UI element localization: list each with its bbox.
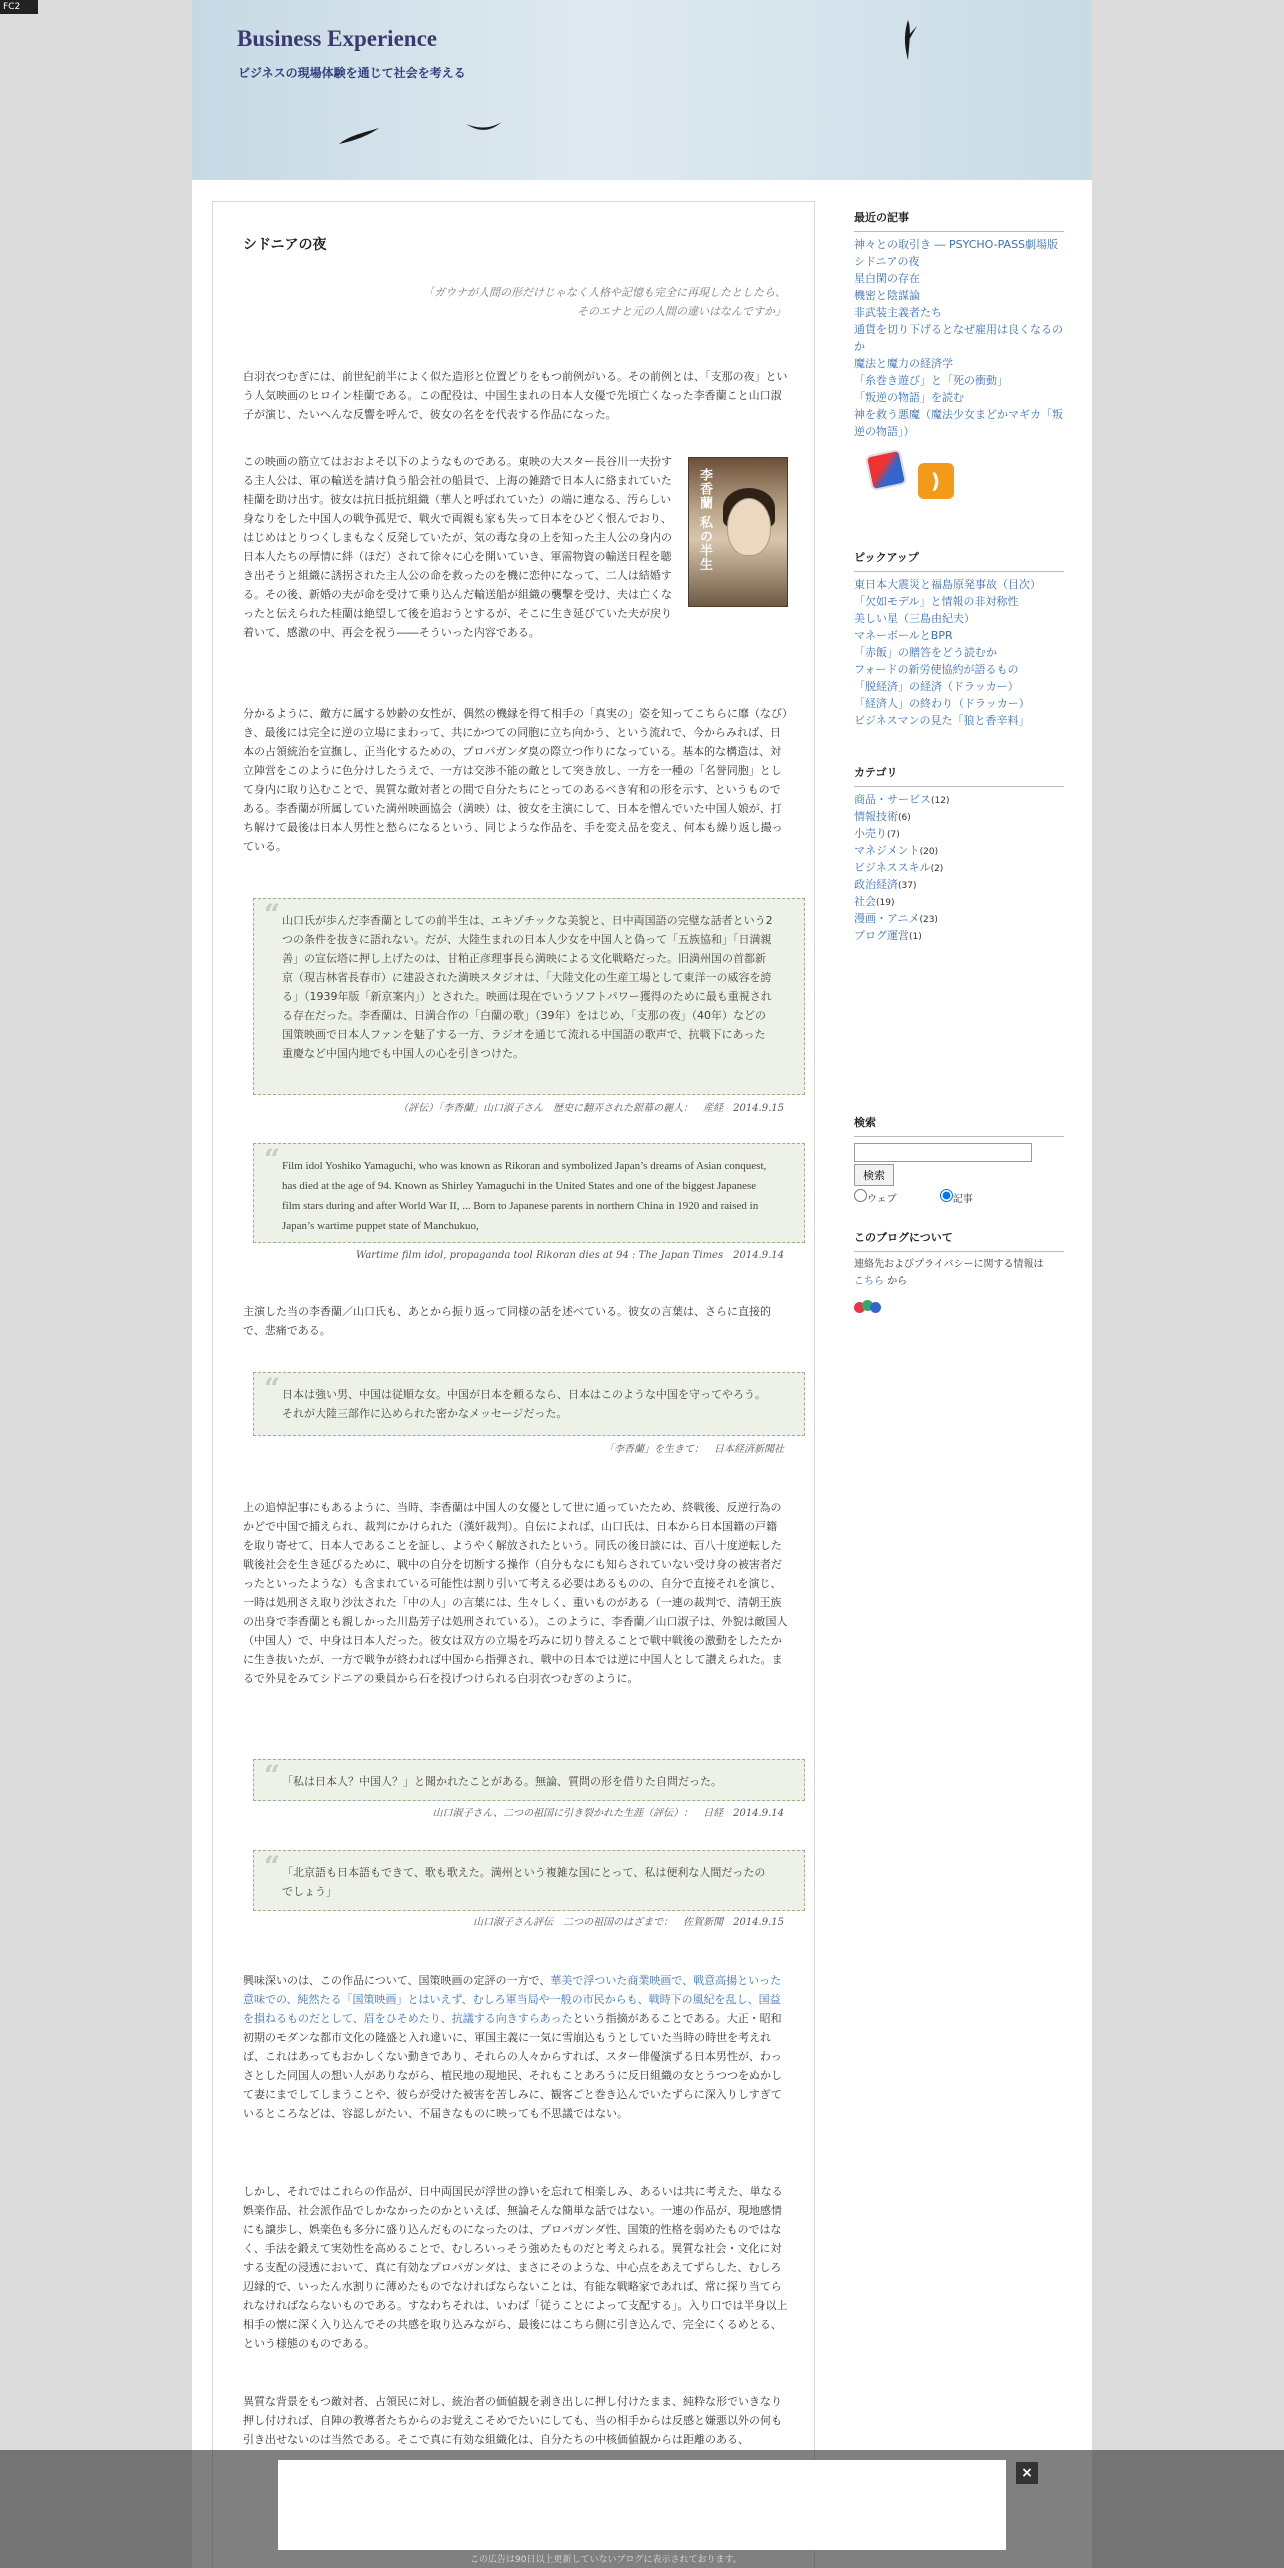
category-count: (7): [887, 830, 900, 840]
pickup-section: [854, 549, 1064, 729]
category-item: [854, 791, 1064, 808]
category-item: [854, 910, 1064, 927]
bird-icon: [337, 126, 381, 146]
category-section: [854, 764, 1064, 944]
recent-post-link[interactable]: 魔法と魔力の経済学: [854, 357, 953, 370]
site-title[interactable]: Business Experience: [237, 26, 437, 51]
paragraph-text: 興味深いのは、この作品について、国策映画の定評の一方で、: [243, 1974, 551, 1987]
bird-icon: [897, 18, 919, 62]
category-count: (1): [909, 932, 922, 942]
about-link[interactable]: こちら: [854, 1276, 884, 1287]
epigraph-line: そのエナと元の人間の違いはなんですか」: [577, 305, 786, 318]
quote-text: 山口氏が歩んだ李香蘭としての前半生は、エキゾチックな美貌と、日中両国語の完璧な話者という2つの条件を抜きに語れない。だが、大陸生まれの日本人少女を中国人と偽って「五族協和」「日満親善」の宣伝塔に押し上げたのは、甘粕正彦理事長ら満映による文化戦略だった。旧満州国の首都新京（現吉林省長春市）に建設された満映スタジオは、「大陸文化の生産工場として東洋一の威容を誇る」（1939年版「新京案内」）とされた。映画は現在でいうソフトパワー獲得のために最も重視される存在だった。李香蘭は、日満合作の「白蘭の歌」（39年）をはじめ、「支那の夜」（40年）などの国策映画で日本人ファンを魅了する一方、ラジオを通じて流れる中国語の歌声で、抗戦下にあった重慶など中国内地でも中国人の心を引きつけた。: [282, 914, 773, 1060]
quote-text: 「私は日本人？中国人？」と聞かれたことがある。無論、質問の形を借りた自問だった。: [282, 1775, 722, 1788]
paragraph: 上の追悼記事にもあるように、当時、李香蘭は中国人の女優として世に通っていたため、終戦後、反逆行為のかどで中国で捕えられ、裁判にかけられた（漢奸裁判）。自伝によれば、山口氏は、日本から日本国籍の戸籍を取り寄せて、日本人であることを証し、ようやく解放されたという。同氏の後日談には、百八十度逆転した戦後社会を生き延びるために、戦中の自分を切断する操作（自分もなにも知らされていない受け身の被害者だったといったような）も含まれている可能性は割り引いて考える必要はあるものの、自分で直接それを演じ、一時は処刑さえ取り沙汰された「中の人」の言葉には、生々しく、重いものがある（一連の裁判で、清朝王族の出身で李香蘭とも親しかった川島芳子は処刑されている）。このように、李香蘭／山口淑子は、外貌は敵国人（中国人）で、中身は日本人だった。彼女は双方の立場を巧みに切り替えることで戦中戦後の激動をしたたかに生き抜いたが、一方で戦争が終われば中国から指弾され、戦中の日本では逆に中国人として讃えられた。まるで外見をみてシドニアの乗員から石を投げつけられる白羽衣つむぎのように。: [243, 1501, 788, 1685]
category-link[interactable]: 社会: [854, 895, 876, 908]
section-title: このブログについて: [854, 1229, 1064, 1252]
quote-citation: Wartime film idol, propaganda tool Rikoran dies at 94 : The Japan Times 2014.9.14: [355, 1250, 784, 1261]
category-count: (19): [876, 898, 895, 908]
category-link[interactable]: マネジメント: [854, 844, 920, 857]
book-cover-image[interactable]: 李香蘭 私の半生: [688, 457, 788, 607]
rss-icon[interactable]: ): [918, 463, 954, 499]
quote-mark-icon: “: [264, 1143, 281, 1176]
paragraph: 異質な背景をもつ敵対者、占領民に対し、統治者の価値観を剥き出しに押し付けたまま、純粋な形でいきなり押し付ければ、自陣の教導者たちからのお覚えこそめでたいにしても、当の相手からは反感と嫌悪以外の何も引き出せないのは当然である。そこで真に有効な組織化は、自分たちの中核価値観からは距離のある、: [243, 2395, 782, 2446]
category-link[interactable]: ブログ運営: [854, 929, 909, 942]
radio-blog-label: 記事: [952, 1194, 973, 1205]
paragraph-text: という指摘があることである。大正・昭和初期のモダンな都市文化の隆盛と入れ違いに、軍国主義に一気に雪崩込もうとしていた当時の時世を考えれば、これはあってもおかしくない動きであり、それらの人々からすれば、スター俳優演ずる日本男性が、わっさとした同国人の想い人がありながら、植民地の現地民、それもことあろうに反日組織の女とうつつをぬかして妻にまでしてしまうことや、彼らが受けた被害を苦しみに、観客ごと巻き込んでいたずらに深入りしすぎているところなどは、容認しがたい、不届きなものに映っても不思議ではない。: [243, 2012, 782, 2120]
quote-citation: 山口淑子さん、二つの祖国に引き裂かれた生涯（評伝）： 日経 2014.9.14: [432, 1808, 784, 1819]
category-item: [854, 876, 1064, 893]
bird-icon: [464, 120, 504, 136]
site-header: [192, 0, 1092, 180]
badge-icon[interactable]: [854, 1300, 884, 1314]
category-item: [854, 808, 1064, 825]
blockquote: [253, 1850, 805, 1911]
blockquote: [253, 1759, 805, 1801]
category-count: (2): [930, 864, 944, 874]
fc2-badge[interactable]: FC2: [0, 0, 38, 14]
category-item: [854, 842, 1064, 859]
category-item: [854, 859, 1064, 876]
category-count: (20): [919, 847, 939, 857]
recent-post-link[interactable]: 星白閑の存在: [854, 272, 920, 285]
pickup-link[interactable]: 「欠如モデル」と情報の非対称性: [854, 595, 1019, 608]
pickup-link[interactable]: ビジネスマンの見た「狼と香辛料」: [854, 714, 1030, 727]
close-button[interactable]: ×: [1016, 2462, 1038, 2484]
pickup-link[interactable]: 「経済人」の終わり（ドラッカー）: [854, 697, 1030, 710]
quote-text: 「北京語も日本語もできて、歌も歌えた。満州という複雑な国にとって、私は便利な人間だったのでしょう」: [282, 1866, 766, 1898]
recent-post-link[interactable]: 機密と陰謀論: [854, 289, 920, 302]
pickup-link[interactable]: 「赤飯」の贈答をどう読むか: [854, 646, 997, 659]
pickup-link[interactable]: 東日本大震災と福島原発事故（目次）: [854, 578, 1041, 591]
category-count: (12): [931, 796, 950, 806]
category-item: [854, 825, 1064, 842]
about-suffix: から: [887, 1276, 908, 1287]
paragraph: 主演した当の李香蘭／山口氏も、あとから振り返って同様の話を述べている。彼女の言葉は、さらに直接的で、悲痛である。: [243, 1305, 771, 1337]
quote-text: Film idol Yoshiko Yamaguchi, who was known as Rikoran and symbolized Japan’s dreams of Asian conquest, has died at the age of 94. Known as Shirley Yamaguchi in the United States and one of the biggest Japanese film stars during and after World War II, ... Born to Japanese parents in northern China in 1920 and raised in Japan’s wartime puppet state of Manchukuo,: [282, 1160, 767, 1232]
quote-citation: 「李香蘭」を生きて： 日本経済新聞社: [604, 1444, 784, 1455]
category-item: [854, 893, 1064, 910]
quote-citation: （評伝）「李香蘭」山口淑子さん 歴史に翻弄された銀幕の麗人： 産経 2014.9.15: [398, 1103, 784, 1114]
search-section: [854, 1114, 1064, 1205]
page-wrapper: [192, 0, 1092, 2568]
section-title: 検索: [854, 1114, 1064, 1137]
about-text: 連絡先およびプライバシーに関する情報は: [854, 1259, 1044, 1270]
blockquote: [253, 1143, 805, 1243]
recent-post-link[interactable]: 「糸巻き遊び」と「死の衝動」: [854, 374, 1008, 387]
ad-banner[interactable]: [278, 2460, 1006, 2550]
about-section: [854, 1229, 1064, 1314]
quote-mark-icon: “: [264, 1759, 281, 1792]
pickup-link[interactable]: 「脱経済」の経済（ドラッカー）: [854, 680, 1019, 693]
entry-title[interactable]: シドニアの夜: [243, 237, 327, 253]
category-link[interactable]: 商品・サービス: [854, 793, 931, 806]
recent-post-link[interactable]: 神々との取引き ― PSYCHO-PASS劇場版: [854, 238, 1059, 251]
recent-posts-section: [854, 209, 1064, 496]
recent-post-link[interactable]: 「叛逆の物語」を読む: [854, 391, 964, 404]
pickup-link[interactable]: 美しい星（三島由紀夫）: [854, 612, 975, 625]
category-count: (37): [898, 881, 917, 891]
category-link[interactable]: ビジネススキル: [854, 861, 931, 874]
epigraph-line: 「ガウナが人間の形だけじゃなく人格や記憶も完全に再現したとしたら、: [423, 286, 786, 299]
paragraph: この映画の筋立てはおおよそ以下のようなものである。東映の大スター長谷川一夫扮する主人公は、軍の輸送を請け負う船会社の船員で、上海の雑踏で日本人に絡まれていた桂蘭を助け出す。彼女は抗日抵抗組織（華人と呼ばれていた）の端に連なる、汚らしい身なりをした中国人の戦争孤児で、戦火で両親も家も失って日本をひどく恨んでおり、はじめはとりつくしまもなく反発していたが、気の毒な身の上を知った主人公の身内の日本人たちの厚情に絆（ほだ）されて徐々に心を開いていき、軍需物資の輸送日程を聴き出そうと組織に誘拐された主人公の命を救ったのを機に恋仲になって、二人は結婚する。その後、新婚の夫が命を受けて乗り込んだ輸送船が組織の襲撃を受け、夫は亡くなったと伝えられた桂蘭は絶望して後を追おうとするが、そこに生き延びていた夫が戻り着いて、感激の中、再会を祝う――そういった内容である。: [243, 455, 672, 639]
category-link[interactable]: 情報技術: [854, 810, 898, 823]
section-title: カテゴリ: [854, 764, 1064, 787]
blockquote: [253, 898, 805, 1095]
search-input[interactable]: [854, 1143, 1032, 1162]
category-item: [854, 927, 1064, 944]
site-description: ビジネスの現場体験を通じて社会を考える: [238, 66, 466, 80]
category-link[interactable]: 漫画・アニメ: [854, 912, 920, 925]
section-title: 最近の記事: [854, 209, 1064, 232]
blockquote: [253, 1372, 805, 1436]
pickup-link[interactable]: フォードの新労使協約が語るもの: [854, 663, 1019, 676]
category-count: (23): [919, 915, 938, 925]
recent-post-link[interactable]: 神を救う悪魔（魔法少女まどかマギカ「叛逆の物語」）: [854, 408, 1063, 438]
paragraph: [243, 1971, 788, 2123]
recent-post-link[interactable]: 通貨を切り下げるとなぜ雇用は良くなるのか: [854, 323, 1063, 353]
category-link[interactable]: 政治経済: [854, 878, 898, 891]
ad-notice: この広告は90日以上更新していないブログに表示されております。: [470, 2555, 742, 2565]
recent-post-link[interactable]: シドニアの夜: [854, 255, 920, 268]
radio-web-label: ウェブ: [867, 1194, 897, 1205]
quote-mark-icon: “: [264, 898, 281, 931]
quote-mark-icon: “: [264, 1372, 281, 1405]
quote-mark-icon: “: [264, 1850, 281, 1883]
quote-citation: 山口淑子さん評伝 二つの祖国のはざまで： 佐賀新聞 2014.9.15: [473, 1917, 784, 1928]
paragraph: 白羽衣つむぎには、前世紀前半によく似た造形と位置どりをもつ前例がいる。その前例とは、「支那の夜」という人気映画のヒロイン桂蘭である。この配役は、中国生まれの日本人女優で先頃亡くなった李香蘭こと山口淑子が演じ、たいへんな反響を呼んで、彼女の名をを代表する作品になった。: [243, 370, 788, 421]
inline-link[interactable]: 華美で浮ついた商業映画で、戦意高揚といった意味での、純然たる「国策映画」とはいえず、むしろ軍当局や一般の市民からも、戦時下の風紀を乱し、国益を損ねるものだとして、眉をひそめたり、抗議する向きすらあった: [243, 1974, 782, 2025]
search-button[interactable]: 検索: [854, 1164, 894, 1186]
radio-blog[interactable]: [940, 1189, 953, 1202]
recent-post-link[interactable]: 非武装主義者たち: [854, 306, 942, 319]
radio-web[interactable]: [854, 1189, 867, 1202]
feed-reader-icon[interactable]: [865, 449, 908, 492]
ad-overlay: [0, 2450, 1284, 2568]
pickup-link[interactable]: マネーボールとBPR: [854, 629, 953, 642]
paragraph: 分かるように、敵方に属する妙齢の女性が、偶然の機縁を得て相手の「真実の」姿を知ってこちらに靡（なび）き、最後には完全に逆の立場にまわって、共にかつての同胞に立ち向かう、という流れで、今からみれば、日本の占領統治を宣撫し、正当化するための、プロパガンダ臭の際立つ作りになっている。基本的な構造は、対立陣営をこのように色分けしたうえで、一方は交渉不能の敵として突き放し、一方を一種の「名誉同胞」として身内に取り込むことで、異質な敵対者との間で自分たちにとってのあるべき宥和の形を示す、というものである。李香蘭が所属していた満州映画協会（満映）は、彼女を主演にして、日本を憎んでいた中国人娘が、打ち解けて最後は日本人男性と愁らになるという、同じような作品を、手を変え品を変え、何本も繰り返し撮っている。: [243, 707, 788, 853]
paragraph: しかし、それではこれらの作品が、日中両国民が浮世の諍いを忘れて相楽しみ、あるいは共に考えた、単なる娯楽作品、社会派作品でしかなかったのかといえば、無論そんな簡単な話ではない。一連の作品が、現地感情にも譲歩し、娯楽色も多分に盛り込んだものになったのは、プロパガンダ性、国策的性格を弱めたものではなく、手法を鍛えて実効性を高めることで、むしろいっそう強めたものだと考えられる。異質な社会・文化に対する支配の浸透において、真に有効なプロパガンダは、まさにそのような、中心点をあえてずらした、むしろ辺縁的で、いったん水割りに薄めたものでなければならないことは、有能な戦略家であれば、常に探り当てられなければならないものである。すなわちそれは、いわば「従うことによって支配する」。入り口では半身以上相手の懐に深く入り込んでその共感を取り込みながら、最後にはこちら側に引き込んで、完全にくるめとる、という様態のものである。: [243, 2185, 788, 2350]
category-count: (6): [898, 813, 911, 823]
quote-text: 日本は強い男、中国は従順な女。中国が日本を頼るなら、日本はこのような中国を守ってやろう。それが大陸三部作に込められた密かなメッセージだった。: [282, 1388, 766, 1420]
entry-area: [212, 201, 815, 2568]
category-link[interactable]: 小売り: [854, 827, 887, 840]
section-title: ピックアップ: [854, 549, 1064, 572]
